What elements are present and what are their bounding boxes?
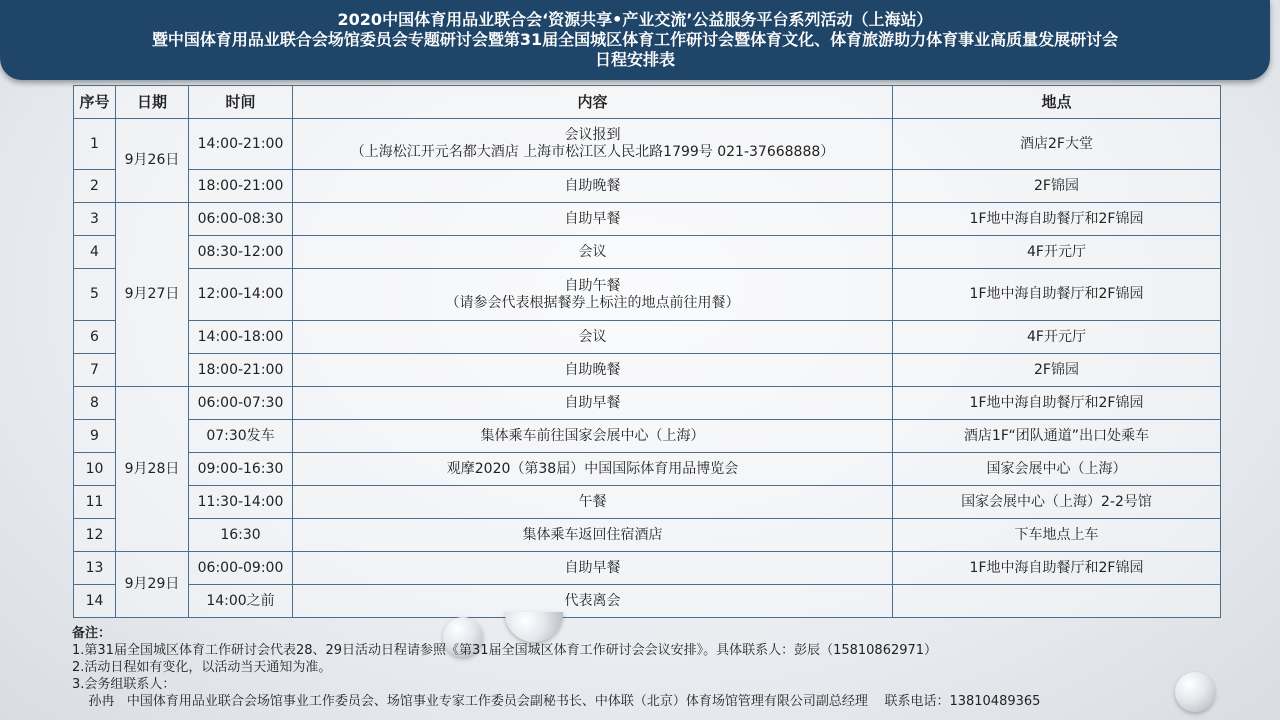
header-title-line1: 2020中国体育用品业联合会‘资源共享•产业交流’公益服务平台系列活动（上海站） xyxy=(337,10,933,29)
row-time: 18:00-21:00 xyxy=(189,170,293,203)
row-no: 12 xyxy=(74,519,116,552)
row-place: 1F地中海自助餐厅和2F锦园 xyxy=(893,552,1221,585)
row-place: 国家会展中心（上海） xyxy=(893,453,1221,486)
row-no: 5 xyxy=(74,269,116,321)
table-row xyxy=(74,321,1221,354)
row-no: 1 xyxy=(74,119,116,170)
date-cell: 9月26日 xyxy=(116,119,189,203)
table-row xyxy=(74,354,1221,387)
row-content: 自助早餐 xyxy=(293,203,893,236)
row-time: 14:00-21:00 xyxy=(189,119,293,170)
page-header xyxy=(0,0,1270,80)
table-row xyxy=(74,203,1221,236)
row-content: 午餐 xyxy=(293,486,893,519)
row-no: 3 xyxy=(74,203,116,236)
row-content-main: 会议报到 xyxy=(564,127,621,143)
table-row xyxy=(74,585,1221,618)
row-time: 16:30 xyxy=(189,519,293,552)
table-row xyxy=(74,552,1221,585)
note-item: 2.活动日程如有变化，以活动当天通知为准。 xyxy=(72,660,332,675)
header-title-line3: 日程安排表 xyxy=(594,50,675,69)
row-place: 下车地点上车 xyxy=(893,519,1221,552)
table-row xyxy=(74,519,1221,552)
row-place: 4F开元厅 xyxy=(893,236,1221,269)
col-header-place: 地点 xyxy=(893,86,1221,119)
row-content: 自助早餐 xyxy=(293,552,893,585)
row-time: 08:30-12:00 xyxy=(189,236,293,269)
row-place: 1F地中海自助餐厅和2F锦园 xyxy=(893,269,1221,321)
row-content-detail: （请参会代表根据餐券上标注的地点前往用餐） xyxy=(445,294,740,311)
date-cell: 9月29日 xyxy=(116,552,189,618)
row-place: 2F锦园 xyxy=(893,170,1221,203)
row-content-detail: （上海松江开元名都大酒店 上海市松江区人民北路1799号 021-37668888） xyxy=(350,144,835,160)
note-item: 3.会务组联系人： xyxy=(72,677,176,692)
row-time: 07:30发车 xyxy=(189,420,293,453)
table-row xyxy=(74,170,1221,203)
row-time: 14:00-18:00 xyxy=(189,321,293,354)
col-header-no: 序号 xyxy=(74,86,116,119)
row-content: 会议 xyxy=(293,236,893,269)
header-title-line2: 暨中国体育用品业联合会场馆委员会专题研讨会暨第31届全国城区体育工作研讨会暨体育文化、体育旅游助力体育事业高质量发展研讨会 xyxy=(151,30,1119,49)
row-no: 7 xyxy=(74,354,116,387)
row-content: 代表离会 xyxy=(293,585,893,618)
table-row xyxy=(74,119,1221,170)
row-no: 4 xyxy=(74,236,116,269)
notes-section xyxy=(72,625,1252,710)
col-header-time: 时间 xyxy=(189,86,293,119)
row-no: 14 xyxy=(74,585,116,618)
row-content xyxy=(293,119,893,170)
note-item: 孙冉 中国体育用品业联合会场馆事业工作委员会、场馆事业专家工作委员会副秘书长、中体联（北京）体育场馆管理有限公司副总经理 联系电话：13810489365 xyxy=(72,694,1041,709)
row-no: 9 xyxy=(74,420,116,453)
row-time: 06:00-08:30 xyxy=(189,203,293,236)
row-no: 11 xyxy=(74,486,116,519)
row-time: 06:00-07:30 xyxy=(189,387,293,420)
row-place: 酒店1F“团队通道”出口处乘车 xyxy=(893,420,1221,453)
row-time: 14:00之前 xyxy=(189,585,293,618)
row-place: 1F地中海自助餐厅和2F锦园 xyxy=(893,387,1221,420)
table-row xyxy=(74,486,1221,519)
row-content: 集体乘车返回住宿酒店 xyxy=(293,519,893,552)
row-content-main: 自助午餐 xyxy=(564,277,621,294)
row-place: 国家会展中心（上海）2-2号馆 xyxy=(893,486,1221,519)
table-row xyxy=(74,420,1221,453)
row-content: 自助早餐 xyxy=(293,387,893,420)
table-header-row xyxy=(74,86,1221,119)
notes-title: 备注： xyxy=(72,626,112,641)
table-row xyxy=(74,387,1221,420)
date-cell: 9月28日 xyxy=(116,387,189,552)
row-time: 12:00-14:00 xyxy=(189,269,293,321)
row-time: 18:00-21:00 xyxy=(189,354,293,387)
row-content: 集体乘车前往国家会展中心（上海） xyxy=(293,420,893,453)
row-time: 09:00-16:30 xyxy=(189,453,293,486)
row-time: 06:00-09:00 xyxy=(189,552,293,585)
row-place: 4F开元厅 xyxy=(893,321,1221,354)
date-cell: 9月27日 xyxy=(116,203,189,387)
row-time: 11:30-14:00 xyxy=(189,486,293,519)
schedule-table xyxy=(73,85,1221,618)
row-no: 6 xyxy=(74,321,116,354)
row-no: 2 xyxy=(74,170,116,203)
row-content: 自助晚餐 xyxy=(293,354,893,387)
row-content: 会议 xyxy=(293,321,893,354)
table-row xyxy=(74,236,1221,269)
row-content: 自助晚餐 xyxy=(293,170,893,203)
row-no: 8 xyxy=(74,387,116,420)
row-place xyxy=(893,585,1221,618)
row-no: 10 xyxy=(74,453,116,486)
row-no: 13 xyxy=(74,552,116,585)
note-item: 1.第31届全国城区体育工作研讨会代表28、29日活动日程请参照《第31届全国城区体育工作研讨会会议安排》。具体联系人：彭辰（15810862971） xyxy=(72,643,938,658)
row-place: 酒店2F大堂 xyxy=(893,119,1221,170)
row-place: 1F地中海自助餐厅和2F锦园 xyxy=(893,203,1221,236)
row-content: 观摩2020（第38届）中国国际体育用品博览会 xyxy=(293,453,893,486)
col-header-content: 内容 xyxy=(293,86,893,119)
table-row xyxy=(74,453,1221,486)
row-content xyxy=(293,269,893,321)
col-header-date: 日期 xyxy=(116,86,189,119)
row-place: 2F锦园 xyxy=(893,354,1221,387)
table-row xyxy=(74,269,1221,321)
